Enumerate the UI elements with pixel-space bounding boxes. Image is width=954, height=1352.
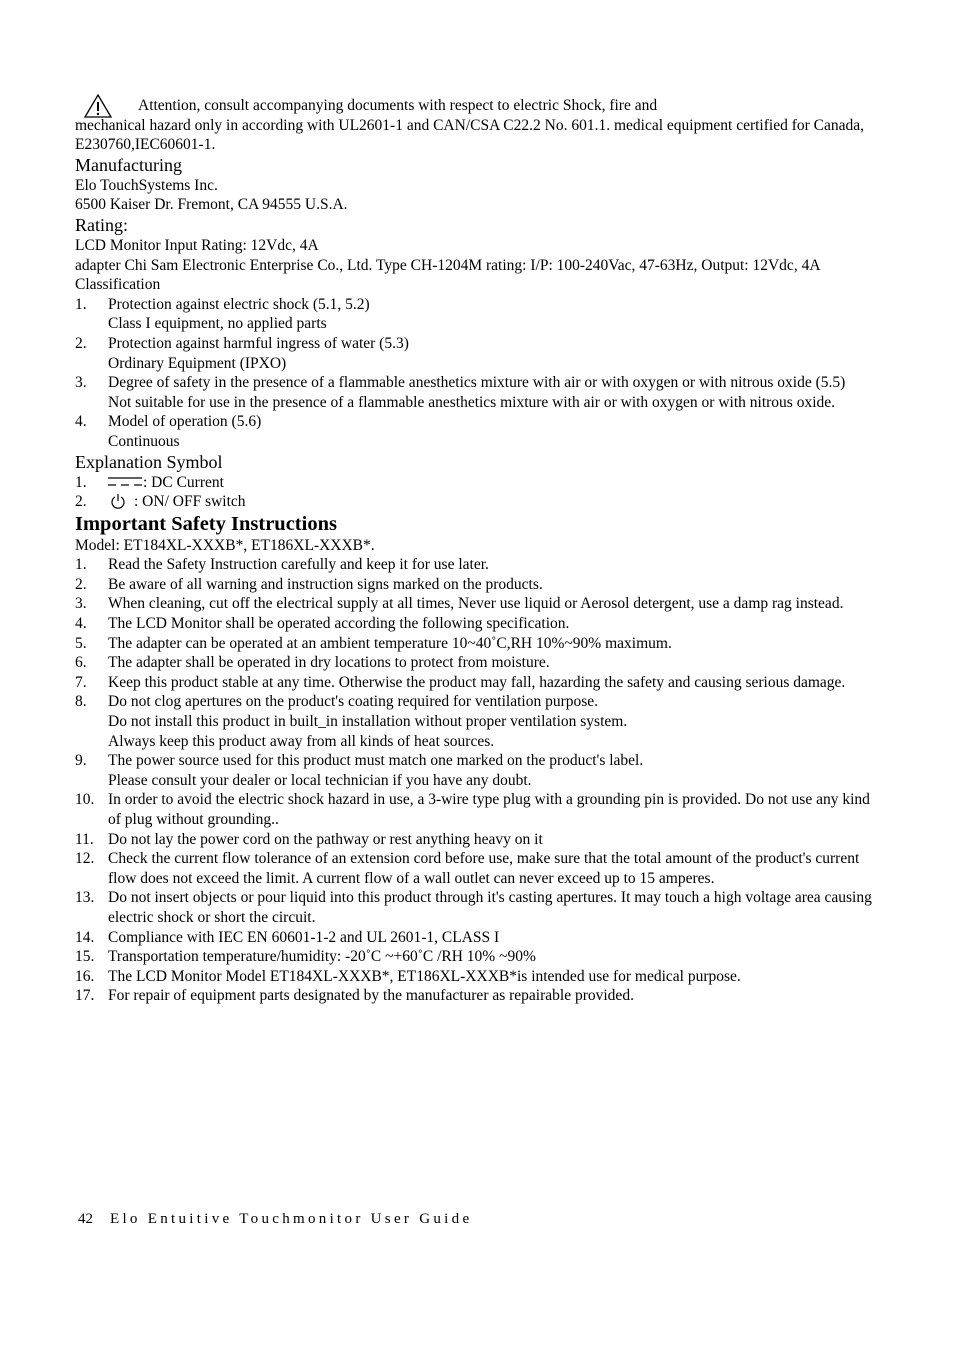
list-item [75,790,875,829]
list-item-text: Model of operation (5.6) [108,413,262,431]
list-item-text: The adapter can be operated at an ambient temperature 10~40˚C,RH 10%~90% maximum. [108,634,672,652]
list-item [75,653,875,673]
warning-icon [84,94,112,118]
list-item-text: Protection against electric shock (5.1, 5.2) [108,295,370,313]
list-number: 3. [75,374,87,392]
list-number: 1. [75,556,87,574]
list-number: 9. [75,752,87,770]
symbol-row-power [75,492,875,512]
list-number: 13. [75,889,95,907]
list-item-text: Always keep this product away from all kinds of heat sources. [108,732,495,750]
list-item [75,849,875,888]
list-item-text: Not suitable for use in the presence of a flammable anesthetics mixture with air or with oxygen or with nitrous oxide. [108,393,836,411]
manufacturer-address: 6500 Kaiser Dr. Fremont, CA 94555 U.S.A. [75,196,348,214]
list-item [75,594,875,614]
attention-text: mechanical hazard only in according with UL2601-1 and CAN/CSA C22.2 No. 601.1. medical equipment certified for Canada, E230760,IEC60601-1. [75,116,865,154]
explanation-heading: Explanation Symbol [75,451,223,472]
list-number: 16. [75,967,95,985]
list-item [75,967,875,987]
list-item-text: The power source used for this product must match one marked on the product's label. [108,752,644,770]
list-item [75,947,875,967]
safety-heading: Important Safety Instructions [75,512,337,535]
list-item [75,295,875,334]
list-item-text: Do not lay the power cord on the pathway or rest anything heavy on it [108,830,543,848]
classification-list [75,295,875,452]
list-item-text: The adapter shall be operated in dry locations to protect from moisture. [108,654,550,672]
list-item-text: Transportation temperature/humidity: -20˚C ~+60˚C /RH 10% ~90% [108,948,536,966]
rating-heading: Rating: [75,214,128,235]
list-number: 4. [75,615,87,633]
manufacturing-heading: Manufacturing [75,154,182,175]
list-item-text: In order to avoid the electric shock hazard in use, a 3-wire type plug with a grounding pin is provided. Do not use any kind of plug without grounding.. [108,791,870,828]
model-line: Model: ET184XL-XXXB*, ET186XL-XXXB*. [75,536,375,554]
list-item-text: Check the current flow tolerance of an extension cord before use, make sure that the total amount of the product's current flow does not exceed the limit. A current flow of a wall outlet can never exceed up to 15 amperes. [108,850,860,887]
input-rating: LCD Monitor Input Rating: 12Vdc, 4A [75,236,319,254]
document-page [75,96,875,1006]
list-number: 12. [75,850,95,868]
dc-current-icon [108,474,142,488]
power-icon [110,493,126,509]
list-item-text: Do not clog apertures on the product's coating required for ventilation purpose. [108,693,599,711]
list-item-text: Be aware of all warning and instruction signs marked on the products. [108,575,543,593]
safety-list [75,555,875,1006]
symbol-power-label: : ON/ OFF switch [134,493,246,511]
list-item [75,888,875,927]
list-item-text: When cleaning, cut off the electrical supply at all times, Never use liquid or Aerosol detergent, use a damp rag instead. [108,595,844,613]
list-item [75,334,875,373]
list-number: 4. [75,413,87,431]
symbol-dc-label: : DC Current [143,473,224,491]
list-number: 5. [75,634,87,652]
page-number: 42 [78,1211,93,1227]
list-item [75,673,875,693]
list-number: 2. [75,334,87,352]
list-number: 14. [75,928,95,946]
list-item-text: Keep this product stable at any time. Otherwise the product may fall, hazarding the safety and causing serious damage. [108,673,846,691]
footer-title: Elo Entuitive Touchmonitor User Guide [110,1211,473,1227]
list-number: 2. [75,575,87,593]
list-number: 15. [75,948,95,966]
list-item [75,614,875,634]
list-item [75,575,875,595]
list-item [75,692,875,751]
list-number: 1. [75,473,87,491]
list-number: 6. [75,654,87,672]
list-item [75,555,875,575]
classification-heading: Classification [75,276,161,294]
list-item-text: Do not insert objects or pour liquid into this product through it's casting apertures. It may touch a high voltage area causing electric shock or short the circuit. [108,889,872,926]
list-item [75,412,875,451]
list-item [75,830,875,850]
list-item-text: Read the Safety Instruction carefully and keep it for use later. [108,556,489,574]
list-item [75,373,875,412]
list-item [75,751,875,790]
adapter-rating: adapter Chi Sam Electronic Enterprise Co., Ltd. Type CH-1204M rating: I/P: 100-240Vac, 47-63Hz, Output: 12Vdc, 4A [75,256,821,274]
list-item [75,986,875,1006]
list-item-text: The LCD Monitor shall be operated according the following specification. [108,615,570,633]
manufacturer-name: Elo TouchSystems Inc. [75,176,218,194]
list-item-text: Degree of safety in the presence of a flammable anesthetics mixture with air or with oxygen or with nitrous oxide (5.5) [108,374,846,392]
list-item-text: For repair of equipment parts designated by the manufacturer as repairable provided. [108,987,634,1005]
list-number: 7. [75,673,87,691]
list-item-text: Protection against harmful ingress of water (5.3) [108,334,409,352]
list-item-text: Compliance with IEC EN 60601-1-2 and UL 2601-1, CLASS I [108,928,500,946]
list-item-text: Ordinary Equipment (IPXO) [108,354,287,372]
list-number: 2. [75,493,87,511]
list-number: 3. [75,595,87,613]
attention-line [75,96,875,116]
list-item [75,928,875,948]
list-item-text: Class I equipment, no applied parts [108,315,327,333]
symbol-row-dc [75,473,875,493]
list-number: 8. [75,693,87,711]
list-number: 1. [75,295,87,313]
page-footer [78,1211,472,1228]
list-item-text: Do not install this product in built_in installation without proper ventilation system. [108,713,628,731]
list-item-text: Please consult your dealer or local technician if you have any doubt. [108,771,532,789]
attention-first-line: Attention, consult accompanying documents with respect to electric Shock, fire and [138,97,658,114]
list-item [75,634,875,654]
list-number: 10. [75,791,95,809]
list-item-text: Continuous [108,432,180,450]
list-number: 17. [75,987,95,1005]
list-number: 11. [75,830,94,848]
list-item-text: The LCD Monitor Model ET184XL-XXXB*, ET186XL-XXXB*is intended use for medical purpose. [108,967,741,985]
